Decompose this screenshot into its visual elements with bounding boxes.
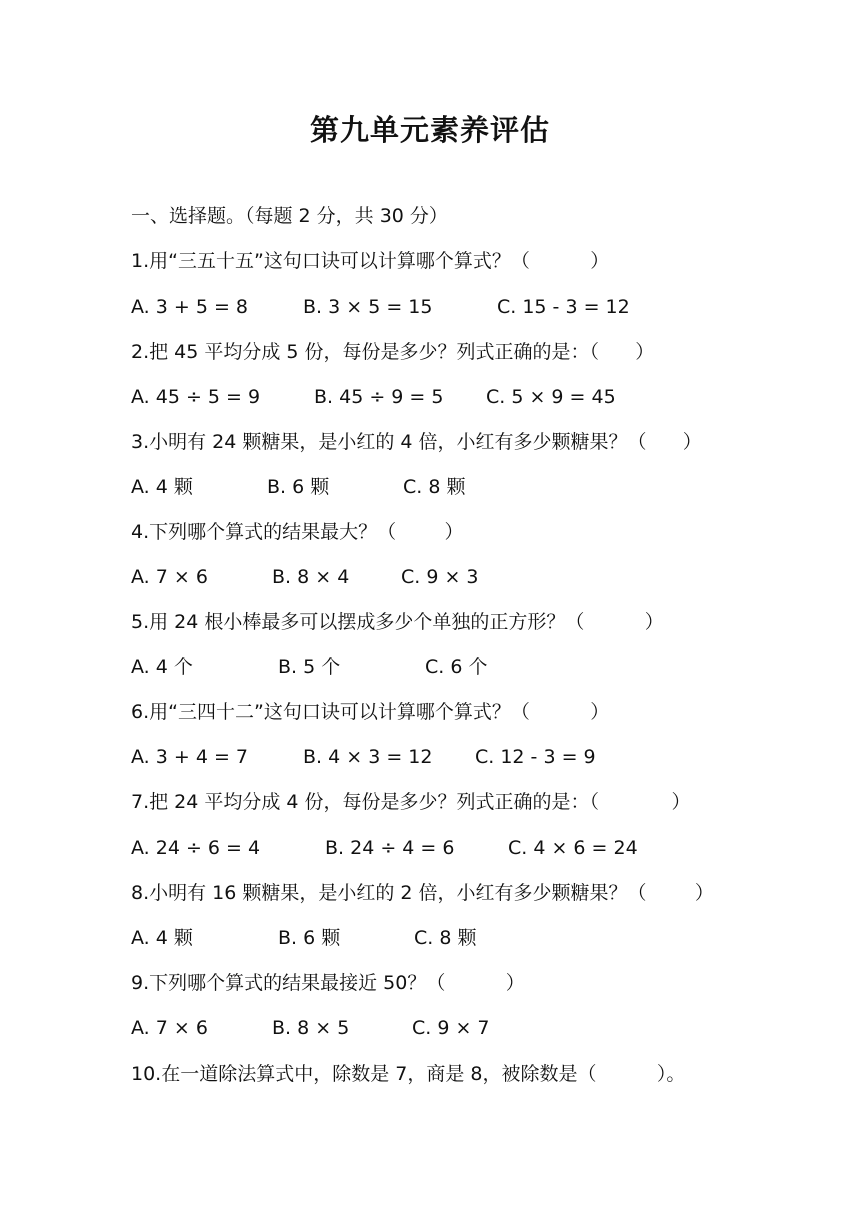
q4-option-a: A. 7 × 6 xyxy=(131,566,208,588)
question-2: 2.把 45 平均分成 5 份，每份是多少？列式正确的是：（ ） xyxy=(131,341,655,363)
q5-option-a: A. 4 个 xyxy=(131,656,193,678)
q5-option-b: B. 5 个 xyxy=(278,656,341,678)
q9-option-b: B. 8 × 5 xyxy=(272,1017,350,1039)
q8-option-b: B. 6 颗 xyxy=(278,927,341,949)
question-5: 5.用 24 根小棒最多可以摆成多少个单独的正方形？（ ） xyxy=(131,611,664,633)
q4-option-b: B. 8 × 4 xyxy=(272,566,350,588)
question-9: 9.下列哪个算式的结果最接近 50？（ ） xyxy=(131,972,525,994)
q6-option-b: B. 4 × 3 = 12 xyxy=(303,746,433,768)
q3-option-a: A. 4 颗 xyxy=(131,476,193,498)
q2-option-b: B. 45 ÷ 9 = 5 xyxy=(314,386,444,408)
q7-option-b: B. 24 ÷ 4 = 6 xyxy=(325,837,455,859)
q1-option-c: C. 15 - 3 = 12 xyxy=(497,296,630,318)
q7-option-c: C. 4 × 6 = 24 xyxy=(508,837,638,859)
q6-option-a: A. 3 + 4 = 7 xyxy=(131,746,249,768)
question-6: 6.用“三四十二”这句口诀可以计算哪个算式？（ ） xyxy=(131,701,610,723)
question-4: 4.下列哪个算式的结果最大？（ ） xyxy=(131,521,464,543)
q1-option-a: A. 3 + 5 = 8 xyxy=(131,296,249,318)
section-heading: 一、选择题。（每题 2 分，共 30 分） xyxy=(131,205,448,227)
q8-option-c: C. 8 颗 xyxy=(414,927,477,949)
q5-option-c: C. 6 个 xyxy=(425,656,488,678)
q9-option-a: A. 7 × 6 xyxy=(131,1017,208,1039)
q2-option-c: C. 5 × 9 = 45 xyxy=(486,386,616,408)
page-title: 第九单元素养评估 xyxy=(309,113,550,147)
q8-option-a: A. 4 颗 xyxy=(131,927,193,949)
question-8: 8.小明有 16 颗糖果，是小红的 2 倍，小红有多少颗糖果？（ ） xyxy=(131,882,714,904)
question-10: 10.在一道除法算式中，除数是 7，商是 8，被除数是（ ）。 xyxy=(131,1063,686,1085)
q3-option-b: B. 6 颗 xyxy=(267,476,330,498)
question-7: 7.把 24 平均分成 4 份，每份是多少？列式正确的是：（ ） xyxy=(131,791,691,813)
q9-option-c: C. 9 × 7 xyxy=(412,1017,490,1039)
q1-option-b: B. 3 × 5 = 15 xyxy=(303,296,433,318)
q4-option-c: C. 9 × 3 xyxy=(401,566,479,588)
q6-option-c: C. 12 - 3 = 9 xyxy=(475,746,596,768)
q7-option-a: A. 24 ÷ 6 = 4 xyxy=(131,837,261,859)
q3-option-c: C. 8 颗 xyxy=(403,476,466,498)
q2-option-a: A. 45 ÷ 5 = 9 xyxy=(131,386,261,408)
question-1: 1.用“三五十五”这句口诀可以计算哪个算式？（ ） xyxy=(131,250,610,272)
question-3: 3.小明有 24 颗糖果，是小红的 4 倍，小红有多少颗糖果？（ ） xyxy=(131,431,702,453)
